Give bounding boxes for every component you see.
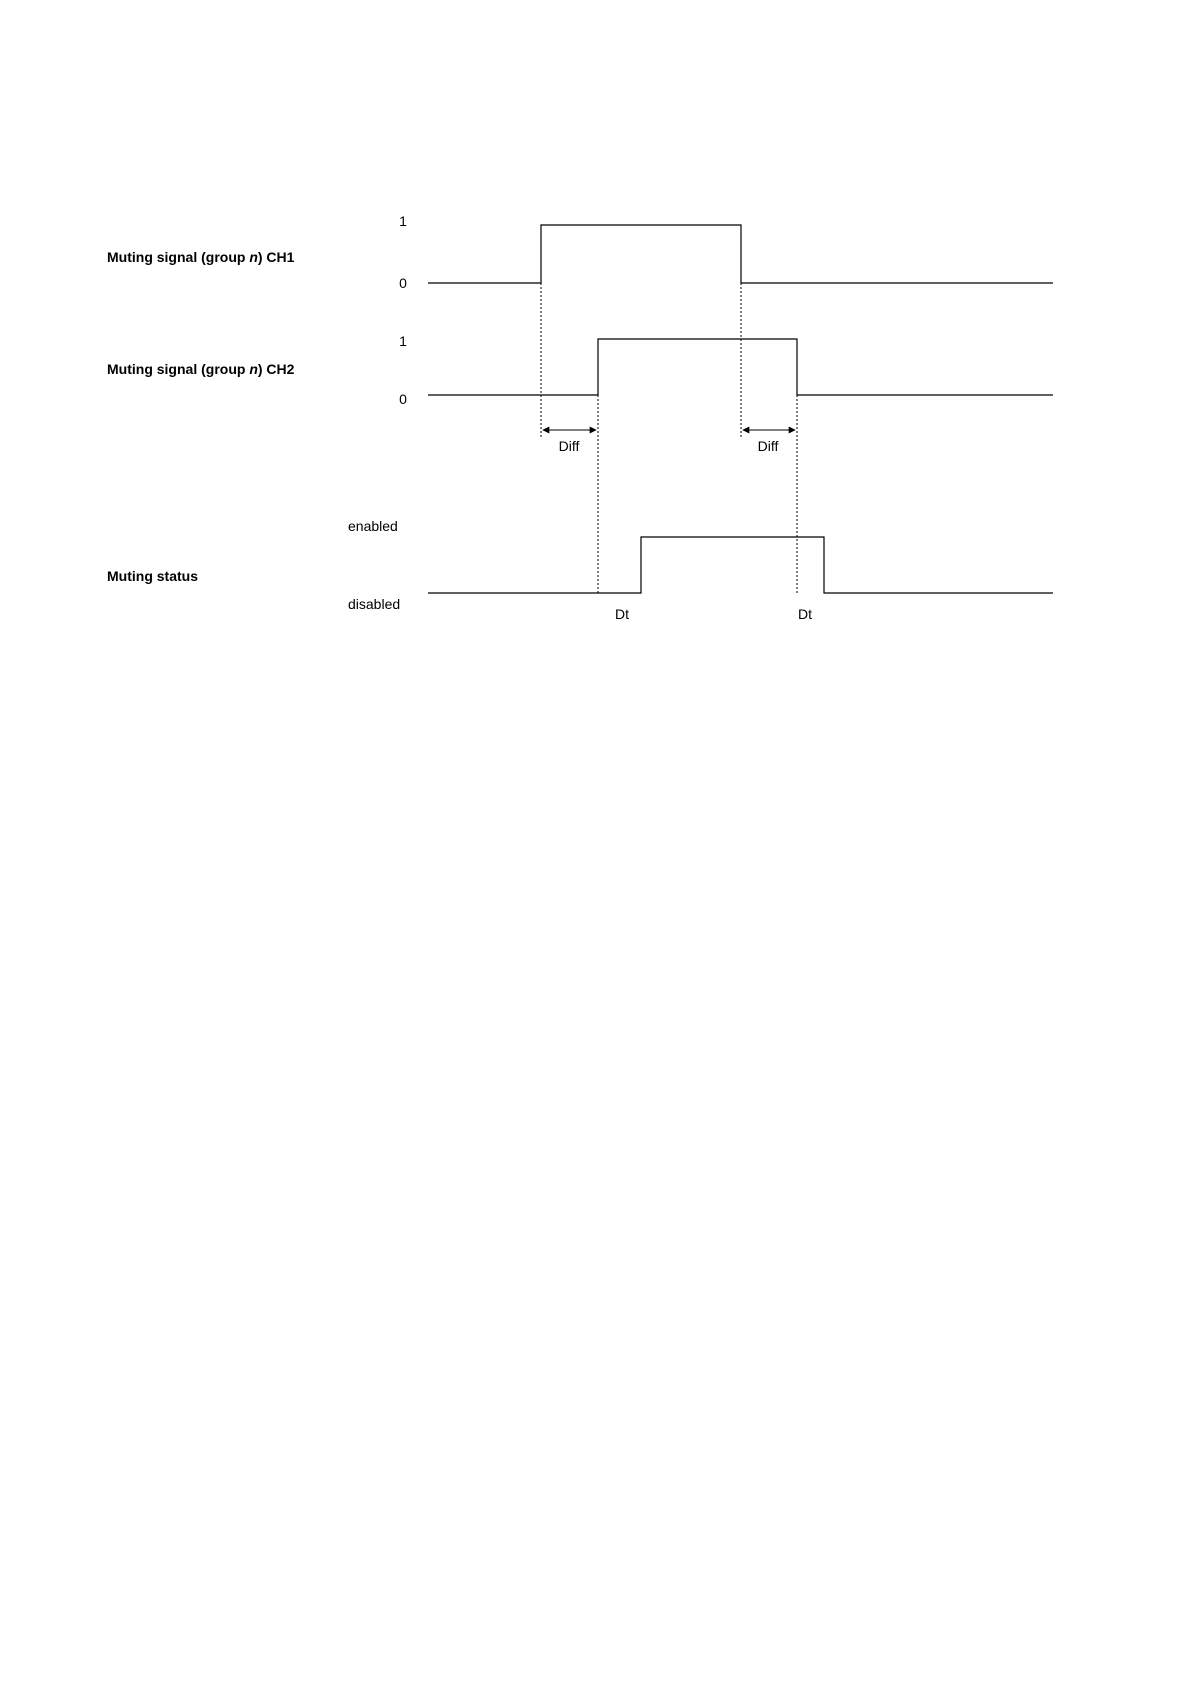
- ch1-high-level-label: 1: [399, 213, 407, 229]
- dt-label-rising: Dt: [615, 606, 629, 622]
- diff-label-falling: Diff: [757, 438, 779, 454]
- muting-status-label: Muting status: [107, 568, 198, 584]
- ch2-signal-label: Muting signal (group n) CH2: [107, 361, 295, 377]
- ch1-waveform: [428, 225, 1053, 283]
- dt-label-falling: Dt: [798, 606, 812, 622]
- ch2-high-level-label: 1: [399, 333, 407, 349]
- ch1-low-level-label: 0: [399, 275, 407, 291]
- ch2-low-level-label: 0: [399, 391, 407, 407]
- status-high-level-label: enabled: [348, 518, 398, 534]
- ch1-signal-label: Muting signal (group n) CH1: [107, 249, 295, 265]
- diff-label-rising: Diff: [558, 438, 580, 454]
- status-low-level-label: disabled: [348, 596, 401, 612]
- muting-status-waveform: [428, 537, 1053, 593]
